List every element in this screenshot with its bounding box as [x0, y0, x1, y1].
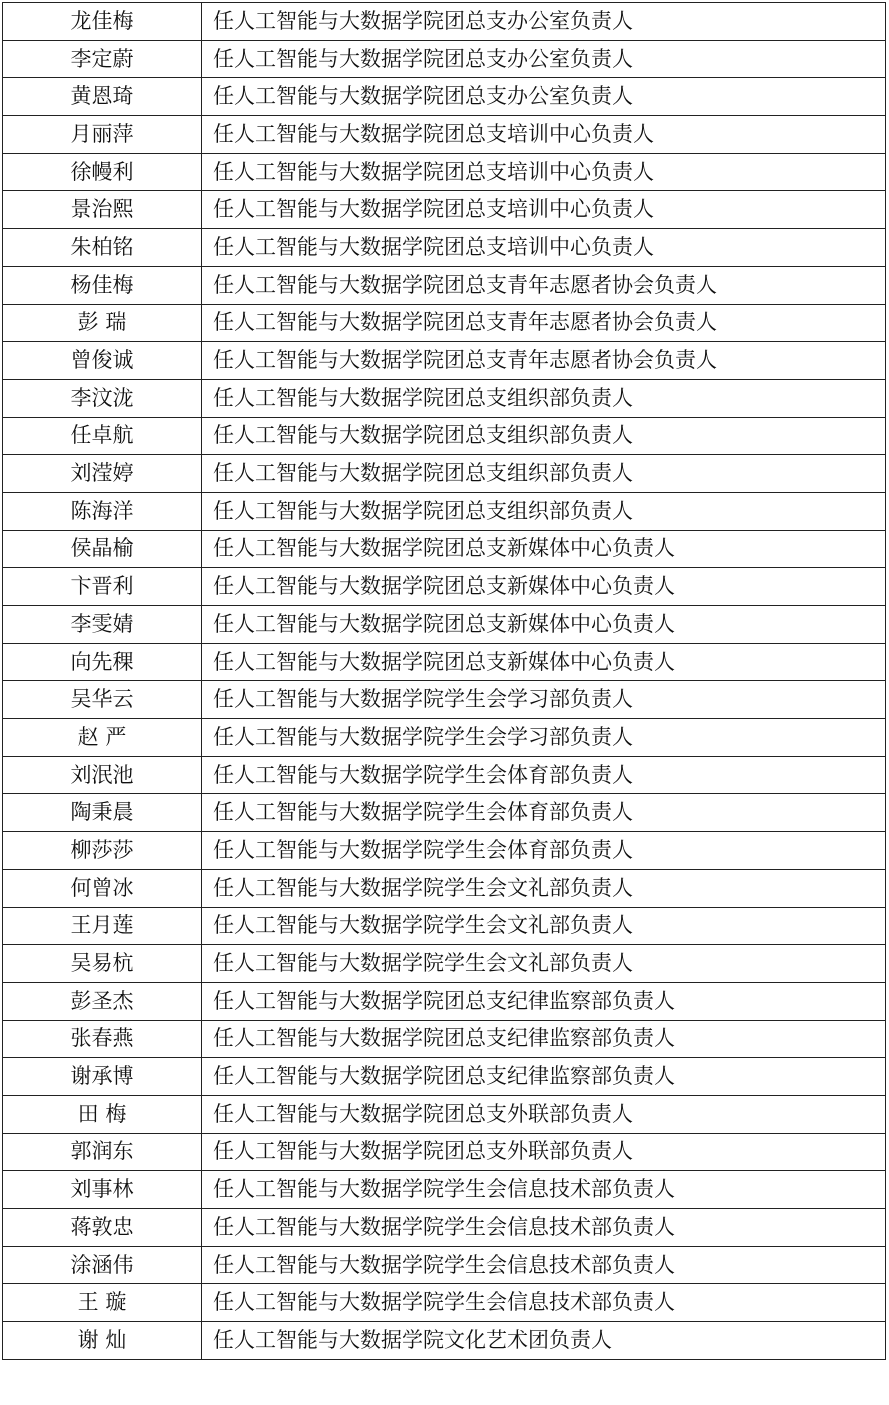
table-row — [3, 153, 886, 191]
name-cell: 吴易杭 — [3, 945, 202, 983]
name-cell: 侯晶榆 — [3, 530, 202, 568]
table-row — [3, 266, 886, 304]
role-cell: 任人工智能与大数据学院团总支组织部负责人 — [202, 379, 886, 417]
table-row — [3, 3, 886, 41]
table-row — [3, 40, 886, 78]
table-row — [3, 304, 886, 342]
name-cell: 任卓航 — [3, 417, 202, 455]
name-cell: 李汶泷 — [3, 379, 202, 417]
role-cell: 任人工智能与大数据学院团总支办公室负责人 — [202, 78, 886, 116]
table-row — [3, 379, 886, 417]
name-cell: 谢承博 — [3, 1058, 202, 1096]
name-cell: 刘滢婷 — [3, 455, 202, 493]
name-cell: 黄恩琦 — [3, 78, 202, 116]
name-cell: 杨佳梅 — [3, 266, 202, 304]
role-cell: 任人工智能与大数据学院团总支纪律监察部负责人 — [202, 1058, 886, 1096]
role-cell: 任人工智能与大数据学院团总支组织部负责人 — [202, 455, 886, 493]
role-cell: 任人工智能与大数据学院团总支纪律监察部负责人 — [202, 982, 886, 1020]
role-cell: 任人工智能与大数据学院团总支新媒体中心负责人 — [202, 643, 886, 681]
name-cell: 谢 灿 — [3, 1322, 202, 1360]
table-row — [3, 191, 886, 229]
table-row — [3, 1284, 886, 1322]
table-row — [3, 1322, 886, 1360]
role-cell: 任人工智能与大数据学院团总支组织部负责人 — [202, 417, 886, 455]
role-cell: 任人工智能与大数据学院学生会体育部负责人 — [202, 794, 886, 832]
table-row — [3, 1133, 886, 1171]
role-cell: 任人工智能与大数据学院学生会信息技术部负责人 — [202, 1284, 886, 1322]
name-cell: 卞晋利 — [3, 568, 202, 606]
role-cell: 任人工智能与大数据学院学生会文礼部负责人 — [202, 907, 886, 945]
table-row — [3, 417, 886, 455]
name-cell: 彭圣杰 — [3, 982, 202, 1020]
role-cell: 任人工智能与大数据学院学生会文礼部负责人 — [202, 945, 886, 983]
name-cell: 王 璇 — [3, 1284, 202, 1322]
role-cell: 任人工智能与大数据学院学生会文礼部负责人 — [202, 869, 886, 907]
table-row — [3, 229, 886, 267]
role-cell: 任人工智能与大数据学院文化艺术团负责人 — [202, 1322, 886, 1360]
table-row — [3, 945, 886, 983]
name-cell: 柳莎莎 — [3, 832, 202, 870]
table-row — [3, 869, 886, 907]
table-row — [3, 530, 886, 568]
table-row — [3, 606, 886, 644]
table-row — [3, 982, 886, 1020]
name-cell: 景治熙 — [3, 191, 202, 229]
name-cell: 龙佳梅 — [3, 3, 202, 41]
role-cell: 任人工智能与大数据学院团总支培训中心负责人 — [202, 116, 886, 154]
role-cell: 任人工智能与大数据学院团总支新媒体中心负责人 — [202, 530, 886, 568]
name-cell: 郭润东 — [3, 1133, 202, 1171]
role-cell: 任人工智能与大数据学院团总支培训中心负责人 — [202, 153, 886, 191]
name-cell: 陶秉晨 — [3, 794, 202, 832]
name-cell: 曾俊诚 — [3, 342, 202, 380]
name-cell: 王月莲 — [3, 907, 202, 945]
table-row — [3, 1209, 886, 1247]
name-cell: 月丽萍 — [3, 116, 202, 154]
role-cell: 任人工智能与大数据学院团总支外联部负责人 — [202, 1095, 886, 1133]
table-row — [3, 832, 886, 870]
name-cell: 何曾冰 — [3, 869, 202, 907]
name-cell: 刘事林 — [3, 1171, 202, 1209]
table-row — [3, 794, 886, 832]
table-row — [3, 568, 886, 606]
role-cell: 任人工智能与大数据学院团总支青年志愿者协会负责人 — [202, 304, 886, 342]
name-cell: 向先稞 — [3, 643, 202, 681]
name-cell: 彭 瑞 — [3, 304, 202, 342]
table-row — [3, 455, 886, 493]
role-cell: 任人工智能与大数据学院学生会体育部负责人 — [202, 832, 886, 870]
role-cell: 任人工智能与大数据学院学生会体育部负责人 — [202, 756, 886, 794]
role-cell: 任人工智能与大数据学院学生会信息技术部负责人 — [202, 1209, 886, 1247]
role-cell: 任人工智能与大数据学院团总支外联部负责人 — [202, 1133, 886, 1171]
name-cell: 田 梅 — [3, 1095, 202, 1133]
appointment-table — [2, 2, 886, 1360]
role-cell: 任人工智能与大数据学院团总支青年志愿者协会负责人 — [202, 342, 886, 380]
role-cell: 任人工智能与大数据学院团总支培训中心负责人 — [202, 229, 886, 267]
table-row — [3, 342, 886, 380]
name-cell: 李定蔚 — [3, 40, 202, 78]
name-cell: 徐幔利 — [3, 153, 202, 191]
name-cell: 朱柏铭 — [3, 229, 202, 267]
table-row — [3, 1020, 886, 1058]
table-row — [3, 492, 886, 530]
role-cell: 任人工智能与大数据学院团总支办公室负责人 — [202, 3, 886, 41]
name-cell: 陈海洋 — [3, 492, 202, 530]
role-cell: 任人工智能与大数据学院团总支办公室负责人 — [202, 40, 886, 78]
name-cell: 吴华云 — [3, 681, 202, 719]
role-cell: 任人工智能与大数据学院团总支新媒体中心负责人 — [202, 606, 886, 644]
role-cell: 任人工智能与大数据学院学生会学习部负责人 — [202, 719, 886, 757]
name-cell: 蒋敦忠 — [3, 1209, 202, 1247]
table-row — [3, 907, 886, 945]
role-cell: 任人工智能与大数据学院团总支新媒体中心负责人 — [202, 568, 886, 606]
role-cell: 任人工智能与大数据学院团总支组织部负责人 — [202, 492, 886, 530]
role-cell: 任人工智能与大数据学院学生会信息技术部负责人 — [202, 1171, 886, 1209]
name-cell: 张春燕 — [3, 1020, 202, 1058]
table-row — [3, 1095, 886, 1133]
appointment-table-body — [3, 3, 886, 1360]
role-cell: 任人工智能与大数据学院学生会信息技术部负责人 — [202, 1246, 886, 1284]
table-row — [3, 756, 886, 794]
role-cell: 任人工智能与大数据学院团总支纪律监察部负责人 — [202, 1020, 886, 1058]
table-row — [3, 116, 886, 154]
name-cell: 涂涵伟 — [3, 1246, 202, 1284]
name-cell: 刘泯池 — [3, 756, 202, 794]
role-cell: 任人工智能与大数据学院团总支青年志愿者协会负责人 — [202, 266, 886, 304]
table-row — [3, 1171, 886, 1209]
role-cell: 任人工智能与大数据学院团总支培训中心负责人 — [202, 191, 886, 229]
table-row — [3, 681, 886, 719]
table-row — [3, 1246, 886, 1284]
table-row — [3, 719, 886, 757]
name-cell: 赵 严 — [3, 719, 202, 757]
table-row — [3, 643, 886, 681]
role-cell: 任人工智能与大数据学院学生会学习部负责人 — [202, 681, 886, 719]
table-row — [3, 78, 886, 116]
name-cell: 李雯婧 — [3, 606, 202, 644]
table-row — [3, 1058, 886, 1096]
